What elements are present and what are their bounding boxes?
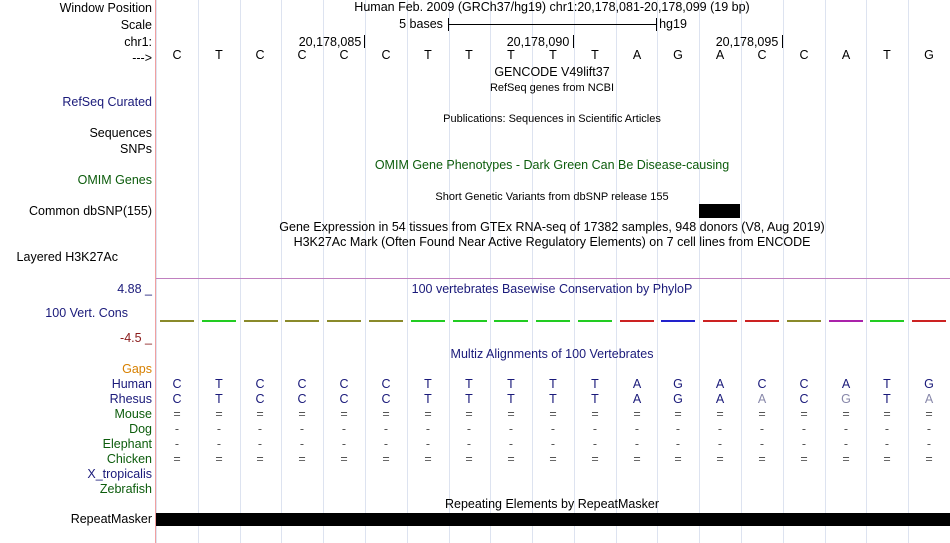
mouse-base: = [633, 407, 641, 421]
elephant-base: - [341, 437, 347, 451]
phylop-score-mark [578, 320, 612, 322]
mouse-base: = [883, 407, 891, 421]
elephant-base: - [216, 437, 222, 451]
reference-base: T [507, 48, 515, 62]
phylop-max: 4.88 _ [117, 282, 152, 296]
species-chicken: Chicken [106, 452, 152, 466]
phylop-score-mark [703, 320, 737, 322]
position-label-1: 20,178,085 [298, 35, 362, 49]
human-base: T [215, 377, 223, 391]
human-base: C [799, 377, 809, 391]
rhesus-base: C [297, 392, 307, 406]
gaps-label[interactable]: Gaps [122, 362, 152, 376]
mouse-base: = [424, 407, 432, 421]
dog-base: - [466, 422, 472, 436]
chicken-base: = [925, 452, 933, 466]
mouse-base: = [925, 407, 933, 421]
rhesus-base: C [255, 392, 265, 406]
dog-base: - [801, 422, 807, 436]
elephant-base: - [717, 437, 723, 451]
phylop-score-mark [369, 320, 403, 322]
dog-base: - [717, 422, 723, 436]
phylop-score-mark [411, 320, 445, 322]
gencode-title: GENCODE V49lift37 [494, 65, 610, 79]
phylop-score-mark [160, 320, 194, 322]
rhesus-base: A [715, 392, 725, 406]
elephant-base: - [592, 437, 598, 451]
elephant-base: - [174, 437, 180, 451]
assembly-short: hg19 [659, 17, 687, 31]
species-human: Human [111, 377, 152, 391]
base-grid-line [741, 0, 742, 543]
phylop-top-line [156, 278, 950, 279]
phylop-score-mark [285, 320, 319, 322]
elephant-base: - [425, 437, 431, 451]
base-grid-line [281, 0, 282, 543]
mouse-base: = [549, 407, 557, 421]
elephant-base: - [759, 437, 765, 451]
human-base: T [424, 377, 432, 391]
position-tick-1 [364, 35, 365, 48]
phylop-score-mark [453, 320, 487, 322]
mouse-base: = [674, 407, 682, 421]
phylop-score-mark [661, 320, 695, 322]
base-grid-line [825, 0, 826, 543]
dog-base: - [843, 422, 849, 436]
dog-base: - [926, 422, 932, 436]
base-grid-line [156, 0, 157, 543]
human-base: G [673, 377, 683, 391]
mouse-base: = [465, 407, 473, 421]
base-grid-line [365, 0, 366, 543]
dog-base: - [425, 422, 431, 436]
dog-base: - [341, 422, 347, 436]
phylop-score-mark [912, 320, 946, 322]
reference-base: G [673, 48, 683, 62]
scale-text: 5 bases [399, 17, 443, 31]
chrom-label: chr1: [124, 35, 152, 49]
rhesus-base: C [172, 392, 182, 406]
reference-base: C [757, 48, 767, 62]
reference-base: T [591, 48, 599, 62]
dog-base: - [257, 422, 263, 436]
elephant-base: - [926, 437, 932, 451]
chicken-base: = [173, 452, 181, 466]
base-grid-line [783, 0, 784, 543]
phylop-score-mark [244, 320, 278, 322]
human-base: T [465, 377, 473, 391]
reference-base: T [883, 48, 891, 62]
human-base: T [549, 377, 557, 391]
track-label-column [0, 0, 155, 543]
chicken-base: = [340, 452, 348, 466]
mouse-base: = [591, 407, 599, 421]
phylop-title: 100 vertebrates Basewise Conservation by PhyloP [411, 282, 693, 296]
mouse-base: = [507, 407, 515, 421]
refseq-subtitle: RefSeq genes from NCBI [489, 82, 615, 94]
mouse-base: = [298, 407, 306, 421]
rhesus-base: T [507, 392, 515, 406]
phylop-score-mark [620, 320, 654, 322]
assembly-position-title: Human Feb. 2009 (GRCh37/hg19) chr1:20,178,081-20,178,099 (19 bp) [354, 0, 750, 14]
repeatmasker-block[interactable] [156, 513, 950, 526]
phylop-score-mark [202, 320, 236, 322]
repeatmasker-label[interactable]: RepeatMasker [70, 512, 152, 526]
phylop-score-mark [745, 320, 779, 322]
publications-title: Publications: Sequences in Scientific Articles [443, 113, 661, 125]
position-label-2: 20,178,090 [506, 35, 570, 49]
h3k27ac-label[interactable]: Layered H3K27Ac [16, 250, 118, 264]
track-data-area[interactable] [156, 0, 950, 543]
human-base: A [632, 377, 642, 391]
rhesus-base: C [799, 392, 809, 406]
base-grid-line [198, 0, 199, 543]
dog-base: - [383, 422, 389, 436]
rhesus-base: A [632, 392, 642, 406]
reference-base: C [381, 48, 391, 62]
human-base: A [715, 377, 725, 391]
scale-bar [448, 24, 656, 25]
rhesus-base: T [591, 392, 599, 406]
mouse-base: = [215, 407, 223, 421]
gtex-title: Gene Expression in 54 tissues from GTEx RNA-seq of 17382 samples, 948 donors (V8, Aug 2019) [279, 220, 825, 234]
reference-base: T [549, 48, 557, 62]
elephant-base: - [257, 437, 263, 451]
base-grid-line [616, 0, 617, 543]
h3k27ac-title: H3K27Ac Mark (Often Found Near Active Regulatory Elements) on 7 cell lines from ENCODE [293, 235, 811, 249]
sequences-label[interactable]: Sequences [89, 126, 152, 140]
human-base: C [255, 377, 265, 391]
chicken-base: = [883, 452, 891, 466]
chicken-base: = [549, 452, 557, 466]
dog-base: - [675, 422, 681, 436]
omim-label[interactable]: OMIM Genes [77, 173, 152, 187]
dog-base: - [550, 422, 556, 436]
base-grid-line [908, 0, 909, 543]
species-x-tropicalis: X_tropicalis [87, 467, 152, 481]
scale-bar-right-tick [656, 18, 657, 31]
chicken-base: = [298, 452, 306, 466]
base-grid-line [449, 0, 450, 543]
chicken-base: = [842, 452, 850, 466]
rhesus-base: T [215, 392, 223, 406]
rhesus-base: A [757, 392, 767, 406]
chicken-base: = [215, 452, 223, 466]
phylop-score-mark [494, 320, 528, 322]
mouse-base: = [382, 407, 390, 421]
base-grid-line [323, 0, 324, 543]
reference-base: C [339, 48, 349, 62]
elephant-base: - [550, 437, 556, 451]
scale-bar-left-tick [448, 18, 449, 31]
chicken-base: = [424, 452, 432, 466]
scale-label: Scale [120, 18, 152, 32]
rhesus-base: A [924, 392, 934, 406]
dbsnp-label[interactable]: Common dbSNP(155) [29, 204, 152, 218]
dog-base: - [216, 422, 222, 436]
human-base: C [339, 377, 349, 391]
species-zebrafish: Zebrafish [99, 482, 152, 496]
chicken-base: = [633, 452, 641, 466]
rhesus-base: G [673, 392, 683, 406]
human-base: C [757, 377, 767, 391]
chicken-base: = [382, 452, 390, 466]
species-dog: Dog [129, 422, 152, 436]
direction-label: ---> [132, 51, 152, 65]
species-mouse: Mouse [114, 407, 152, 421]
position-tick-3 [782, 35, 783, 48]
human-base: T [883, 377, 891, 391]
snps-label[interactable]: SNPs [120, 142, 152, 156]
dog-base: - [174, 422, 180, 436]
chicken-base: = [716, 452, 724, 466]
reference-base: C [172, 48, 182, 62]
dbsnp-variant-block[interactable] [699, 204, 740, 218]
chicken-base: = [674, 452, 682, 466]
phylop-score-mark [829, 320, 863, 322]
dog-base: - [299, 422, 305, 436]
phylop-score-mark [870, 320, 904, 322]
chicken-base: = [465, 452, 473, 466]
mouse-base: = [842, 407, 850, 421]
multiz-title: Multiz Alignments of 100 Vertebrates [450, 347, 654, 361]
human-base: A [841, 377, 851, 391]
species-elephant: Elephant [102, 437, 152, 451]
rhesus-base: T [424, 392, 432, 406]
human-base: T [507, 377, 515, 391]
human-base: C [381, 377, 391, 391]
base-grid-line [407, 0, 408, 543]
elephant-base: - [801, 437, 807, 451]
reference-base: C [297, 48, 307, 62]
chicken-base: = [507, 452, 515, 466]
chicken-base: = [256, 452, 264, 466]
human-base: C [297, 377, 307, 391]
base-grid-line [699, 0, 700, 543]
reference-base: T [215, 48, 223, 62]
rhesus-base: T [549, 392, 557, 406]
reference-base: A [715, 48, 725, 62]
reference-base: A [632, 48, 642, 62]
phylop-score-mark [536, 320, 570, 322]
elephant-base: - [884, 437, 890, 451]
phylop-min: -4.5 _ [120, 331, 152, 345]
window-position-label: Window Position [59, 1, 152, 15]
reference-base: T [424, 48, 432, 62]
mouse-base: = [340, 407, 348, 421]
repeat-title: Repeating Elements by RepeatMasker [444, 497, 660, 511]
position-label-3: 20,178,095 [715, 35, 779, 49]
phylop-score-mark [787, 320, 821, 322]
reference-base: C [255, 48, 265, 62]
refseq-label[interactable]: RefSeq Curated [62, 95, 152, 109]
elephant-base: - [843, 437, 849, 451]
rhesus-base: C [339, 392, 349, 406]
reference-base: G [924, 48, 934, 62]
chicken-base: = [591, 452, 599, 466]
position-tick-2 [573, 35, 574, 48]
human-base: G [924, 377, 934, 391]
elephant-base: - [466, 437, 472, 451]
elephant-base: - [508, 437, 514, 451]
elephant-base: - [675, 437, 681, 451]
base-grid-line [240, 0, 241, 543]
base-grid-line [657, 0, 658, 543]
mouse-base: = [800, 407, 808, 421]
phylop-score-mark [327, 320, 361, 322]
dog-base: - [759, 422, 765, 436]
rhesus-base: T [465, 392, 473, 406]
human-base: T [591, 377, 599, 391]
human-base: C [172, 377, 182, 391]
elephant-base: - [383, 437, 389, 451]
reference-base: T [465, 48, 473, 62]
dbsnp-title: Short Genetic Variants from dbSNP release 155 [435, 191, 669, 203]
dog-base: - [884, 422, 890, 436]
mouse-base: = [758, 407, 766, 421]
mouse-base: = [256, 407, 264, 421]
omim-title: OMIM Gene Phenotypes - Dark Green Can Be Disease-causing [374, 158, 730, 172]
dog-base: - [634, 422, 640, 436]
rhesus-base: G [841, 392, 851, 406]
base-grid-line [866, 0, 867, 543]
rhesus-base: C [381, 392, 391, 406]
chicken-base: = [800, 452, 808, 466]
chicken-base: = [758, 452, 766, 466]
phylop-label[interactable]: 100 Vert. Cons [45, 306, 128, 320]
reference-base: C [799, 48, 809, 62]
dog-base: - [508, 422, 514, 436]
mouse-base: = [173, 407, 181, 421]
mouse-base: = [716, 407, 724, 421]
elephant-base: - [634, 437, 640, 451]
dog-base: - [592, 422, 598, 436]
rhesus-base: T [883, 392, 891, 406]
elephant-base: - [299, 437, 305, 451]
species-rhesus: Rhesus [109, 392, 152, 406]
reference-base: A [841, 48, 851, 62]
